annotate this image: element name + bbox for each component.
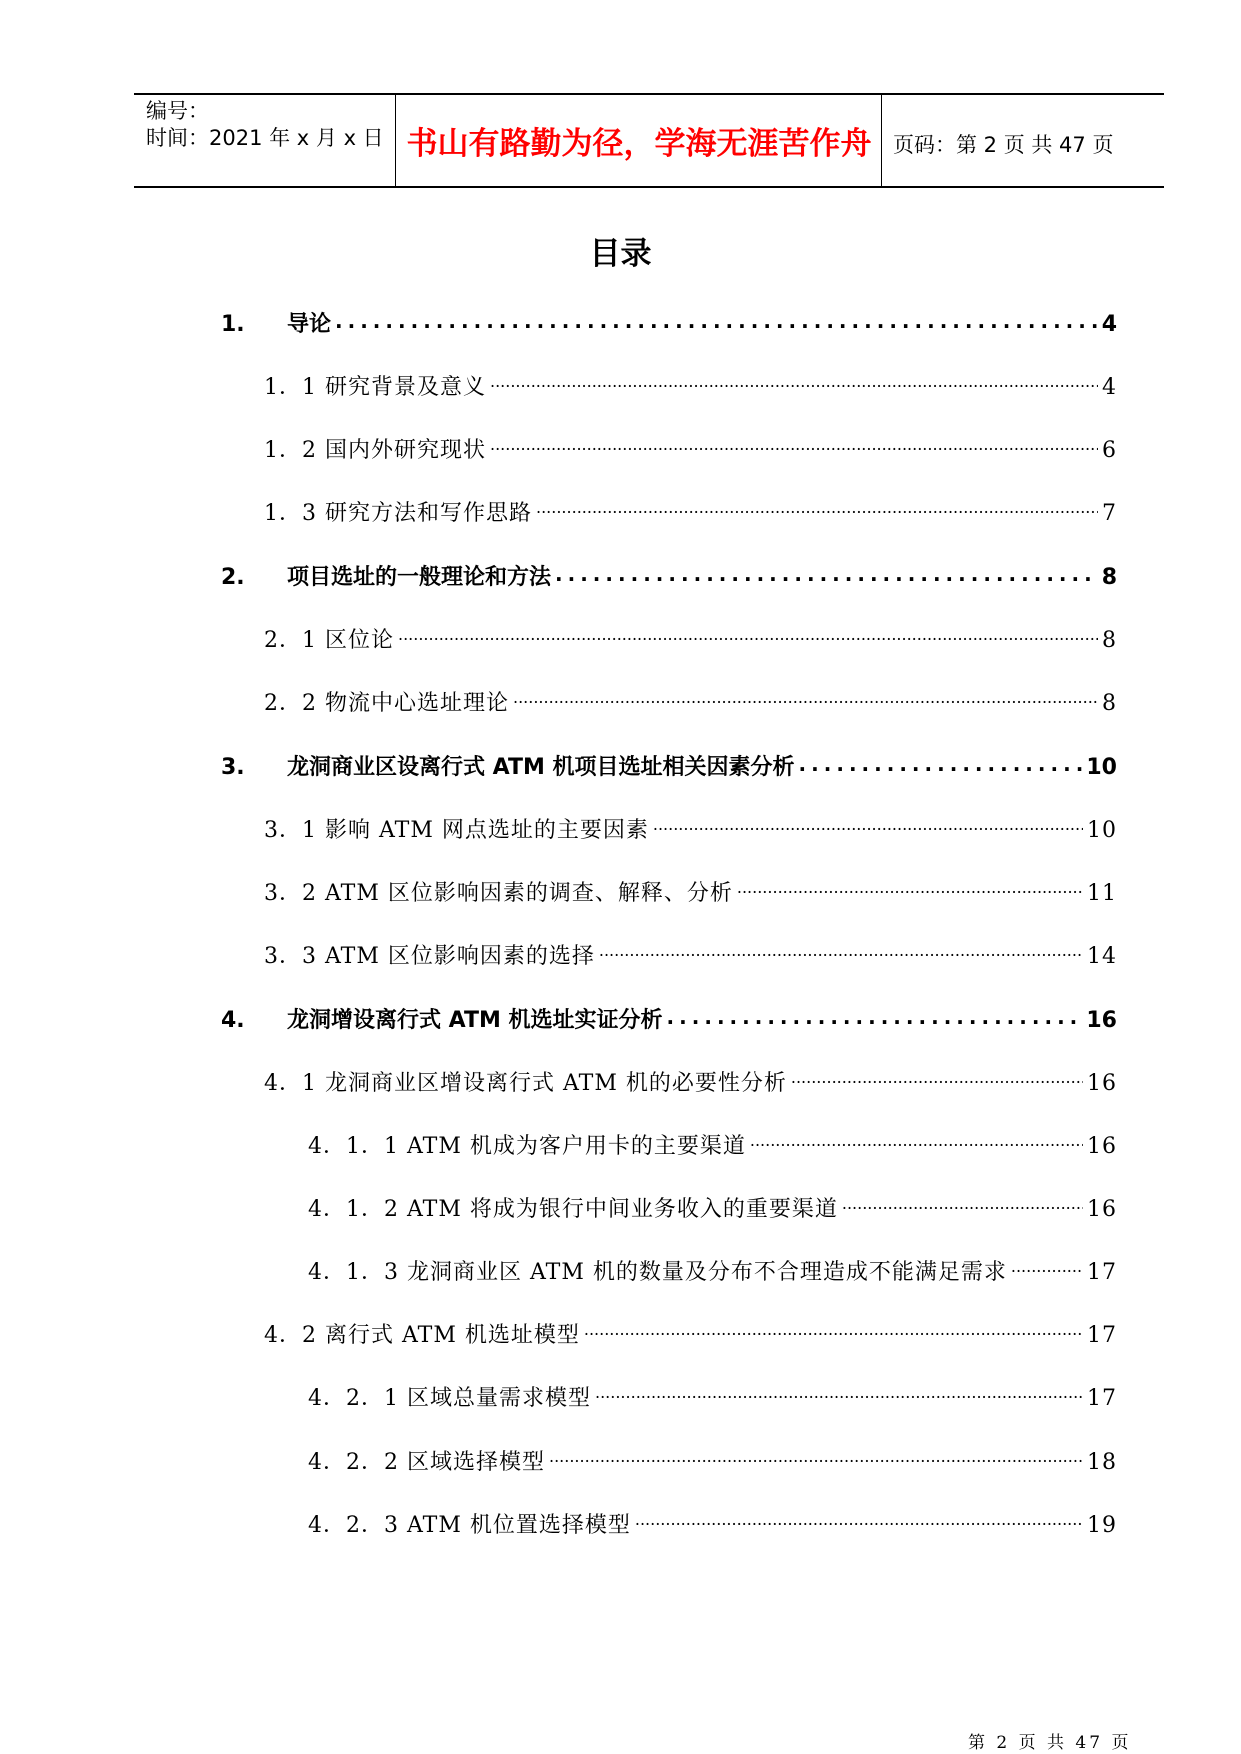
toc-entry[interactable] [264,431,1117,464]
toc-entry[interactable] [308,1127,1117,1160]
toc-entry-page: 7 [1102,501,1117,527]
toc-entry-title: 4．1．2 ATM 将成为银行中间业务收入的重要渠道 [308,1197,838,1223]
toc-entry-title: 4．1 龙洞商业区增设离行式 ATM 机的必要性分析 [264,1071,787,1097]
toc-entry[interactable] [221,1001,1117,1034]
toc-entry[interactable] [264,684,1117,717]
toc-entry-page: 8 [1102,691,1117,717]
toc-leader [1011,1253,1083,1279]
toc-entry[interactable] [308,1190,1117,1223]
toc-leader [791,1064,1083,1090]
toc-leader [584,1316,1083,1342]
toc-entry-page: 14 [1087,944,1117,970]
toc-entry-page: 4 [1102,375,1117,401]
toc-entry-page: 18 [1087,1450,1117,1476]
toc-leader [737,874,1083,900]
toc-leader [750,1127,1083,1153]
toc-leader [513,684,1098,710]
toc-entry[interactable] [264,1064,1117,1097]
toc-entry-number: 4. [221,1008,245,1034]
toc-entry[interactable] [308,1253,1117,1286]
toc-leader [398,621,1098,647]
toc-leader [667,1001,1083,1027]
toc-entry-number: 2. [221,565,245,591]
toc-entry[interactable] [264,874,1117,907]
toc-entry-page: 8 [1102,628,1117,654]
header-divider [395,93,396,188]
toc-entry[interactable] [264,1316,1117,1349]
toc-entry-title: 1．3 研究方法和写作思路 [264,501,532,527]
toc-entry-title: 导论 [287,312,332,338]
toc-entry-title: 3．1 影响 ATM 网点选址的主要因素 [264,818,649,844]
toc-entry-page: 8 [1101,565,1117,591]
page-title: 目录 [589,236,652,272]
toc-entry-title: 1．2 国内外研究现状 [264,438,486,464]
toc-entry-title: 2．1 区位论 [264,628,394,654]
toc-entry-title: 1．1 研究背景及意义 [264,375,486,401]
toc-leader [595,1379,1083,1405]
page-footer: 第 2 页 共 47 页 [968,1733,1132,1753]
toc-leader [653,811,1083,837]
toc-entry-number: 1. [221,312,245,338]
toc-entry[interactable] [221,305,1117,338]
toc-entry-page: 17 [1087,1260,1117,1286]
toc-entry-title: 4．2．3 ATM 机位置选择模型 [308,1513,631,1539]
toc-entry-page: 17 [1087,1386,1117,1412]
header-rule-bottom [134,186,1164,188]
toc-entry[interactable] [308,1379,1117,1412]
header-page-info: 页码：第 2 页 共 47 页 [893,133,1114,157]
toc-entry-page: 10 [1087,818,1117,844]
toc-leader [490,368,1098,394]
toc-entry[interactable] [308,1506,1117,1539]
header-motto: 书山有路勤为径，学海无涯苦作舟 [406,126,872,162]
toc-entry-page: 11 [1087,881,1117,907]
toc-entry-title: 4．2．1 区域总量需求模型 [308,1386,591,1412]
toc-leader [549,1443,1083,1469]
toc-entry-page: 16 [1086,1008,1117,1034]
toc-entry[interactable] [221,748,1117,781]
toc-entry[interactable] [221,558,1117,591]
header-divider [881,93,882,188]
toc-leader [799,748,1083,774]
toc-entry-page: 6 [1102,438,1117,464]
header-rule-top [134,93,1164,95]
toc-entry-page: 10 [1086,755,1117,781]
toc-leader [536,494,1098,520]
toc-entry-page: 16 [1087,1071,1117,1097]
toc-entry-title: 2．2 物流中心选址理论 [264,691,509,717]
toc-entry[interactable] [308,1443,1117,1476]
toc-leader [635,1506,1083,1532]
header-number-label: 编号： [146,99,209,123]
header-time-label: 时间：2021 年 x 月 x 日 [146,126,384,150]
toc-entry[interactable] [264,494,1117,527]
toc-entry-title: 龙洞商业区设离行式 ATM 机项目选址相关因素分析 [287,755,795,781]
toc-leader [599,937,1083,963]
toc-entry-title: 4．2．2 区域选择模型 [308,1450,545,1476]
toc-entry-page: 17 [1087,1323,1117,1349]
toc-entry-page: 16 [1087,1197,1117,1223]
toc-entry-title: 4．1．1 ATM 机成为客户用卡的主要渠道 [308,1134,746,1160]
toc-entry-title: 4．1．3 龙洞商业区 ATM 机的数量及分布不合理造成不能满足需求 [308,1260,1007,1286]
toc-entry-number: 3. [221,755,245,781]
toc-entry-page: 19 [1087,1513,1117,1539]
toc-entry-title: 项目选址的一般理论和方法 [287,565,552,591]
toc-entry[interactable] [264,621,1117,654]
toc-leader [842,1190,1083,1216]
toc-entry[interactable] [264,811,1117,844]
toc-leader [490,431,1098,457]
toc-entry-title: 4．2 离行式 ATM 机选址模型 [264,1323,580,1349]
toc-entry-title: 3．2 ATM 区位影响因素的调查、解释、分析 [264,881,733,907]
toc-entry-title: 3．3 ATM 区位影响因素的选择 [264,944,595,970]
toc-entry-page: 4 [1101,312,1117,338]
toc-entry-title: 龙洞增设离行式 ATM 机选址实证分析 [287,1008,663,1034]
toc-entry[interactable] [264,937,1117,970]
toc-entry[interactable] [264,368,1117,401]
toc-entry-page: 16 [1087,1134,1117,1160]
header-meta [146,98,384,152]
toc-leader [555,558,1098,584]
toc-leader [335,305,1098,331]
